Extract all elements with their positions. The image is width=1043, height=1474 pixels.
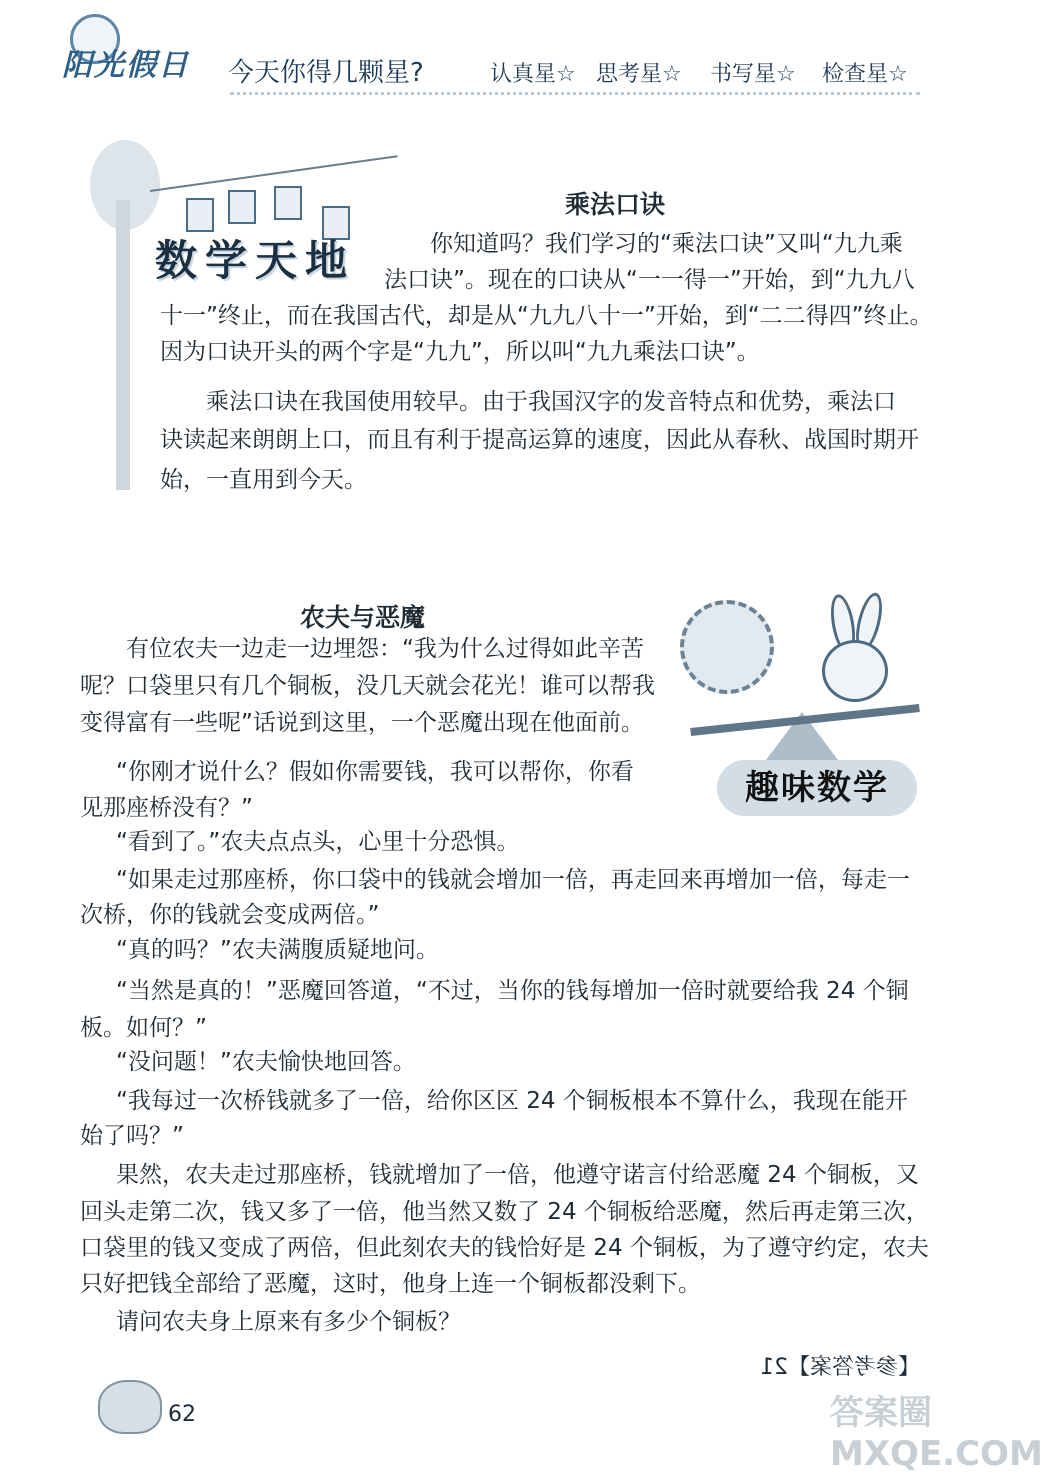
header-divider: [230, 92, 920, 95]
tree-trunk: [116, 200, 130, 490]
story-line: “当然是真的！”恶魔回答道，“不过，当你的钱每增加一倍时就要给我 24 个铜: [116, 978, 909, 1004]
section1-line: 你知道吗？我们学习的“乘法口诀”又叫“九九乘: [430, 231, 903, 257]
section1-line: 法口诀”。现在的口诀从“一一得一”开始，到“九九八: [384, 267, 915, 293]
story-line: 回头走第二次，钱又多了一倍，他当然又数了 24 个铜板给恶魔，然后再走第三次，: [80, 1199, 929, 1225]
page-number: 62: [168, 1402, 196, 1427]
story-line: “没问题！”农夫愉快地回答。: [116, 1049, 416, 1075]
mirrored-answer-text: 【参考答案】21: [760, 1355, 920, 1380]
story-line: 变得富有一些呢”话说到这里，一个恶魔出现在他面前。: [80, 710, 644, 736]
story-line: 见那座桥没有？”: [80, 795, 253, 821]
lantern-icon: [186, 198, 214, 232]
section2-label: 趣味数学: [717, 760, 917, 816]
section1-line: 乘法口诀在我国使用较早。由于我国汉字的发音特点和优势，乘法口: [206, 389, 896, 415]
section1-line: 始，一直用到今天。: [160, 467, 367, 493]
story-line: 只好把钱全部给了恶魔，这时，他身上连一个铜板都没剩下。: [80, 1271, 701, 1297]
frog-icon: [98, 1380, 162, 1434]
story-line: 板。如何？”: [80, 1015, 207, 1041]
section1-banner: 数学天地: [155, 236, 356, 285]
story-line: 请问农夫身上原来有多少个铜板？: [116, 1309, 461, 1335]
story-line: “你刚才说什么？假如你需要钱，我可以帮你，你看: [116, 759, 634, 785]
story-line: “如果走过那座桥，你口袋中的钱就会增加一倍，再走回来再增加一倍，每走一: [116, 867, 910, 893]
story-line: 口袋里的钱又变成了两倍，但此刻农夫的钱恰好是 24 个铜板，为了遵守约定，农夫: [80, 1235, 929, 1261]
story-line: 呢？口袋里只有几个铜板，没几天就会花光！谁可以帮我: [80, 673, 655, 699]
star-checking: 检查星☆: [822, 62, 908, 87]
story-line: “我每过一次桥钱就多了一倍，给你区区 24 个铜板根本不算什么，我现在能开: [116, 1088, 908, 1114]
rabbit-icon: [822, 640, 888, 702]
section2-title: 农夫与恶魔: [300, 603, 426, 632]
section1-line: 诀读起来朗朗上口，而且有利于提高运算的速度，因此从春秋、战国时期开: [160, 427, 919, 453]
story-line: 有位农夫一边走一边埋怨：“我为什么过得如此辛苦: [126, 636, 644, 662]
header-logo: 阳光假日: [62, 48, 190, 83]
lantern-icon: [228, 190, 256, 224]
star-thinking: 思考星☆: [596, 62, 682, 87]
watermark: 答案圈 MXQE.COM: [830, 1393, 1043, 1474]
story-line: “真的吗？”农夫满腹质疑地问。: [116, 937, 439, 963]
star-careful: 认真星☆: [490, 62, 576, 87]
section1-line: 十一”终止，而在我国古代，却是从“九九八十一”开始，到“二二得四”终止。: [160, 303, 933, 329]
story-line: 果然，农夫走过那座桥，钱就增加了一倍，他遵守诺言付给恶魔 24 个铜板，又: [116, 1162, 919, 1188]
story-line: “看到了。”农夫点点头，心里十分恐惧。: [116, 829, 520, 855]
section1-line: 因为口诀开头的两个字是“九九”，所以叫“九九乘法口诀”。: [160, 339, 760, 365]
smiling-sun-icon: [680, 600, 774, 694]
lantern-icon: [274, 186, 302, 220]
section1-title: 乘法口诀: [565, 190, 666, 219]
header-question: 今天你得几颗星?: [228, 58, 424, 88]
story-line: 次桥，你的钱就会变成两倍。”: [80, 902, 380, 928]
star-writing: 书写星☆: [710, 62, 796, 87]
story-line: 始了吗？”: [80, 1123, 184, 1149]
